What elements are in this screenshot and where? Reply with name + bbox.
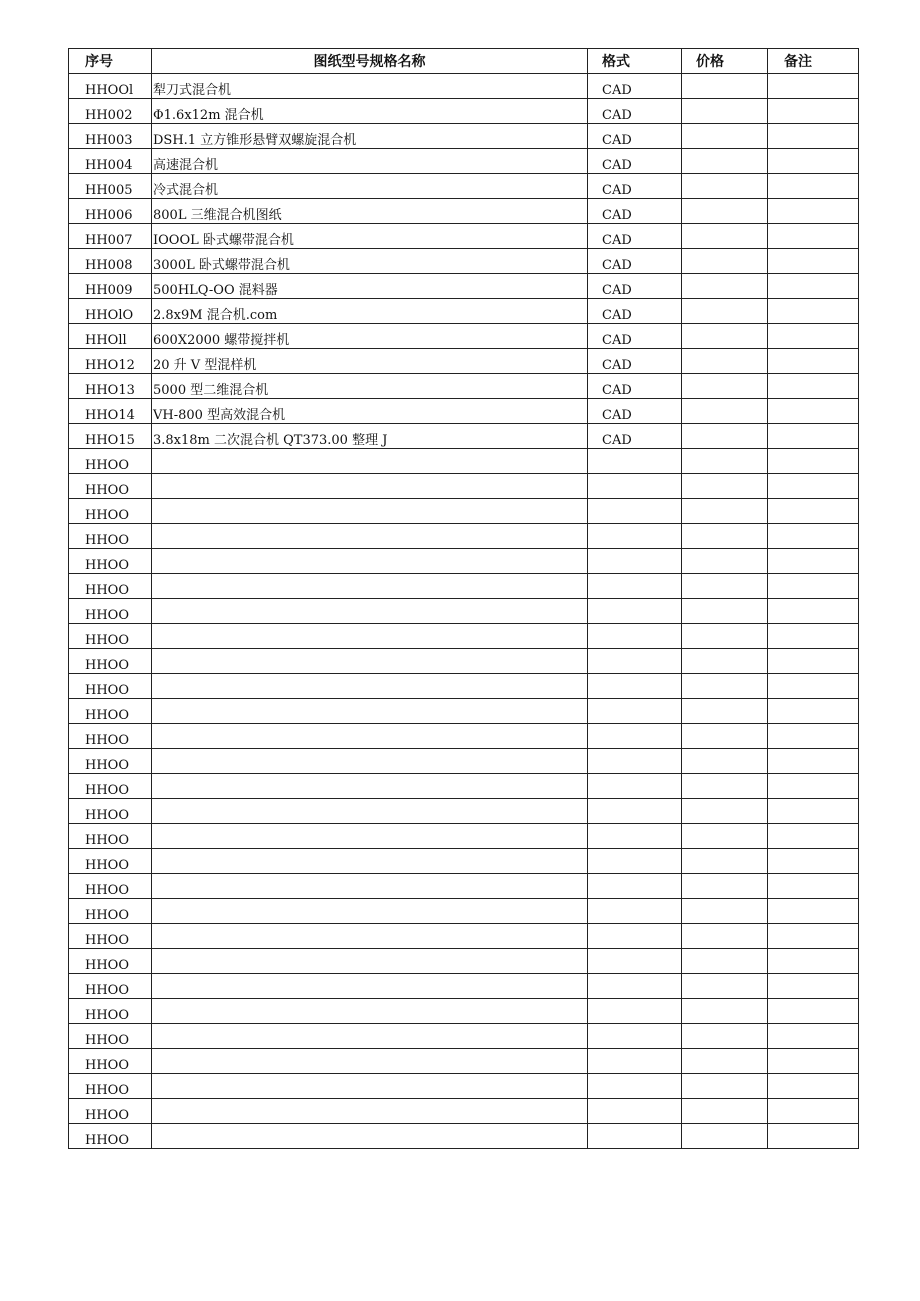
cell-name: 高速混合机 — [152, 149, 588, 174]
table-row — [69, 249, 859, 274]
table-body — [69, 74, 859, 1149]
cell-format: CAD — [588, 174, 682, 199]
cell-id: HHOO — [69, 1049, 152, 1074]
cell-format — [588, 749, 682, 774]
cell-price — [682, 149, 768, 174]
table-row — [69, 474, 859, 499]
cell-id: HHOlO — [69, 299, 152, 324]
cell-format — [588, 1049, 682, 1074]
table-row — [69, 624, 859, 649]
cell-id: HHO15 — [69, 424, 152, 449]
table-row — [69, 99, 859, 124]
cell-price — [682, 549, 768, 574]
cell-price — [682, 849, 768, 874]
cell-format: CAD — [588, 199, 682, 224]
header-id: 序号 — [69, 49, 152, 74]
cell-price — [682, 899, 768, 924]
cell-id: HHO13 — [69, 374, 152, 399]
drawing-catalog-table — [68, 48, 859, 1149]
cell-note — [768, 1074, 859, 1099]
cell-id: HHOO — [69, 1074, 152, 1099]
cell-name: VH-800 型高效混合机 — [152, 399, 588, 424]
cell-id: HH005 — [69, 174, 152, 199]
cell-price — [682, 449, 768, 474]
table-row — [69, 1074, 859, 1099]
cell-name — [152, 649, 588, 674]
cell-format — [588, 474, 682, 499]
table-row — [69, 549, 859, 574]
table-row — [69, 524, 859, 549]
cell-note — [768, 974, 859, 999]
cell-note — [768, 524, 859, 549]
cell-id: HHOO — [69, 674, 152, 699]
cell-name — [152, 899, 588, 924]
cell-name: 5000 型二维混合机 — [152, 374, 588, 399]
cell-name: 800L 三维混合机图纸 — [152, 199, 588, 224]
table-row — [69, 774, 859, 799]
cell-id: HHOO — [69, 899, 152, 924]
cell-id: HHOO — [69, 824, 152, 849]
cell-name — [152, 974, 588, 999]
cell-format — [588, 949, 682, 974]
cell-name — [152, 599, 588, 624]
cell-note — [768, 274, 859, 299]
cell-note — [768, 949, 859, 974]
table-row — [69, 649, 859, 674]
cell-format — [588, 799, 682, 824]
cell-format — [588, 724, 682, 749]
cell-name — [152, 449, 588, 474]
table-row — [69, 1124, 859, 1149]
cell-price — [682, 224, 768, 249]
cell-note — [768, 999, 859, 1024]
cell-note — [768, 399, 859, 424]
cell-note — [768, 799, 859, 824]
cell-note — [768, 299, 859, 324]
cell-name: 2.8x9M 混合机.com — [152, 299, 588, 324]
cell-name — [152, 774, 588, 799]
cell-format — [588, 524, 682, 549]
cell-name — [152, 799, 588, 824]
cell-price — [682, 599, 768, 624]
cell-note — [768, 1049, 859, 1074]
cell-name — [152, 624, 588, 649]
cell-price — [682, 199, 768, 224]
table-row — [69, 999, 859, 1024]
table-row — [69, 124, 859, 149]
cell-note — [768, 424, 859, 449]
table-row — [69, 1099, 859, 1124]
table-row — [69, 1049, 859, 1074]
cell-name — [152, 1049, 588, 1074]
cell-format — [588, 924, 682, 949]
cell-price — [682, 749, 768, 774]
cell-price — [682, 924, 768, 949]
cell-name: 3.8x18m 二次混合机 QT373.00 整理 J — [152, 424, 588, 449]
cell-note — [768, 99, 859, 124]
cell-format — [588, 1124, 682, 1149]
cell-format — [588, 899, 682, 924]
cell-name — [152, 549, 588, 574]
cell-id: HHOO — [69, 1024, 152, 1049]
cell-id: HHOO — [69, 524, 152, 549]
cell-name: 冷式混合机 — [152, 174, 588, 199]
cell-id: HHOO — [69, 449, 152, 474]
cell-id: HHOO — [69, 749, 152, 774]
cell-note — [768, 1024, 859, 1049]
cell-id: HH009 — [69, 274, 152, 299]
cell-note — [768, 699, 859, 724]
cell-id: HHOO — [69, 774, 152, 799]
table-row — [69, 699, 859, 724]
table-row — [69, 674, 859, 699]
cell-note — [768, 174, 859, 199]
cell-id: HHOO — [69, 724, 152, 749]
cell-id: HH007 — [69, 224, 152, 249]
cell-price — [682, 724, 768, 749]
table-row — [69, 849, 859, 874]
table-row — [69, 224, 859, 249]
cell-note — [768, 449, 859, 474]
cell-format — [588, 674, 682, 699]
cell-note — [768, 324, 859, 349]
cell-id: HHOO — [69, 699, 152, 724]
cell-price — [682, 124, 768, 149]
cell-format — [588, 774, 682, 799]
cell-name — [152, 1124, 588, 1149]
cell-format: CAD — [588, 424, 682, 449]
cell-price — [682, 1099, 768, 1124]
table-row — [69, 574, 859, 599]
cell-id: HHO14 — [69, 399, 152, 424]
cell-name: 犁刀式混合机 — [152, 74, 588, 99]
cell-note — [768, 849, 859, 874]
cell-id: HHOll — [69, 324, 152, 349]
cell-name — [152, 749, 588, 774]
cell-price — [682, 474, 768, 499]
cell-note — [768, 724, 859, 749]
cell-id: HHOO — [69, 549, 152, 574]
cell-name — [152, 1024, 588, 1049]
cell-format — [588, 574, 682, 599]
cell-format — [588, 999, 682, 1024]
header-name: 图纸型号规格名称 — [152, 49, 588, 74]
table-row — [69, 799, 859, 824]
cell-price — [682, 424, 768, 449]
header-note: 备注 — [768, 49, 859, 74]
cell-price — [682, 799, 768, 824]
cell-note — [768, 374, 859, 399]
cell-price — [682, 1049, 768, 1074]
table-row — [69, 749, 859, 774]
cell-price — [682, 824, 768, 849]
cell-format: CAD — [588, 124, 682, 149]
table-row — [69, 499, 859, 524]
cell-price — [682, 249, 768, 274]
cell-id: HHOO — [69, 499, 152, 524]
cell-name: DSH.1 立方锥形悬臂双螺旋混合机 — [152, 124, 588, 149]
cell-name: 20 升 V 型混样机 — [152, 349, 588, 374]
cell-format — [588, 849, 682, 874]
cell-note — [768, 474, 859, 499]
cell-id: HHOO — [69, 1124, 152, 1149]
cell-price — [682, 174, 768, 199]
cell-note — [768, 574, 859, 599]
cell-format: CAD — [588, 274, 682, 299]
table-row — [69, 374, 859, 399]
cell-price — [682, 1074, 768, 1099]
cell-id: HHOO — [69, 949, 152, 974]
cell-price — [682, 674, 768, 699]
cell-price — [682, 524, 768, 549]
cell-format — [588, 699, 682, 724]
cell-price — [682, 1124, 768, 1149]
table-row — [69, 324, 859, 349]
cell-name — [152, 574, 588, 599]
cell-format — [588, 549, 682, 574]
cell-format — [588, 499, 682, 524]
cell-id: HHOO — [69, 849, 152, 874]
cell-id: HHOO — [69, 999, 152, 1024]
table-row — [69, 424, 859, 449]
cell-price — [682, 874, 768, 899]
cell-format — [588, 1099, 682, 1124]
cell-note — [768, 1124, 859, 1149]
cell-name — [152, 674, 588, 699]
cell-name: 3000L 卧式螺带混合机 — [152, 249, 588, 274]
cell-name — [152, 724, 588, 749]
cell-note — [768, 1099, 859, 1124]
cell-price — [682, 99, 768, 124]
cell-price — [682, 324, 768, 349]
cell-price — [682, 949, 768, 974]
cell-price — [682, 1024, 768, 1049]
cell-format — [588, 624, 682, 649]
cell-price — [682, 974, 768, 999]
cell-name — [152, 999, 588, 1024]
cell-id: HH003 — [69, 124, 152, 149]
cell-price — [682, 649, 768, 674]
cell-format: CAD — [588, 399, 682, 424]
cell-name: IOOOL 卧式螺带混合机 — [152, 224, 588, 249]
cell-price — [682, 74, 768, 99]
cell-price — [682, 299, 768, 324]
cell-note — [768, 124, 859, 149]
cell-format — [588, 1024, 682, 1049]
cell-id: HHOO — [69, 974, 152, 999]
table-row — [69, 349, 859, 374]
cell-id: HH004 — [69, 149, 152, 174]
cell-note — [768, 599, 859, 624]
cell-note — [768, 899, 859, 924]
cell-format — [588, 1074, 682, 1099]
cell-price — [682, 374, 768, 399]
cell-price — [682, 574, 768, 599]
cell-name — [152, 1099, 588, 1124]
cell-format: CAD — [588, 149, 682, 174]
cell-note — [768, 224, 859, 249]
cell-price — [682, 349, 768, 374]
table-row — [69, 399, 859, 424]
cell-format — [588, 649, 682, 674]
cell-note — [768, 674, 859, 699]
table-row — [69, 299, 859, 324]
cell-id: HHOOl — [69, 74, 152, 99]
table-row — [69, 899, 859, 924]
cell-name: 500HLQ-OO 混料器 — [152, 274, 588, 299]
cell-id: HHOO — [69, 624, 152, 649]
cell-format: CAD — [588, 349, 682, 374]
table-row — [69, 724, 859, 749]
cell-price — [682, 699, 768, 724]
cell-id: HHO12 — [69, 349, 152, 374]
cell-format: CAD — [588, 374, 682, 399]
cell-note — [768, 549, 859, 574]
cell-format: CAD — [588, 324, 682, 349]
table-row — [69, 274, 859, 299]
cell-format: CAD — [588, 224, 682, 249]
cell-format: CAD — [588, 99, 682, 124]
cell-name — [152, 699, 588, 724]
cell-name: 600X2000 螺带搅拌机 — [152, 324, 588, 349]
table-row — [69, 974, 859, 999]
cell-id: HH002 — [69, 99, 152, 124]
cell-note — [768, 624, 859, 649]
cell-id: HHOO — [69, 599, 152, 624]
cell-format — [588, 974, 682, 999]
cell-id: HHOO — [69, 1099, 152, 1124]
cell-note — [768, 149, 859, 174]
cell-id: HHOO — [69, 799, 152, 824]
cell-id: HHOO — [69, 474, 152, 499]
cell-name — [152, 849, 588, 874]
cell-note — [768, 74, 859, 99]
cell-format — [588, 599, 682, 624]
cell-name — [152, 499, 588, 524]
header-price: 价格 — [682, 49, 768, 74]
table-row — [69, 599, 859, 624]
table-row — [69, 149, 859, 174]
table-row — [69, 199, 859, 224]
cell-format: CAD — [588, 249, 682, 274]
cell-note — [768, 774, 859, 799]
cell-format: CAD — [588, 74, 682, 99]
cell-price — [682, 499, 768, 524]
cell-name — [152, 824, 588, 849]
cell-price — [682, 999, 768, 1024]
cell-note — [768, 924, 859, 949]
cell-name — [152, 949, 588, 974]
cell-id: HH006 — [69, 199, 152, 224]
table-row — [69, 74, 859, 99]
table-row — [69, 949, 859, 974]
cell-price — [682, 774, 768, 799]
cell-id: HHOO — [69, 874, 152, 899]
cell-format: CAD — [588, 299, 682, 324]
table-header — [69, 49, 859, 74]
cell-price — [682, 624, 768, 649]
cell-name — [152, 524, 588, 549]
cell-note — [768, 349, 859, 374]
cell-id: HHOO — [69, 924, 152, 949]
cell-name — [152, 924, 588, 949]
cell-note — [768, 874, 859, 899]
cell-name: Φ1.6x12m 混合机 — [152, 99, 588, 124]
cell-format — [588, 824, 682, 849]
cell-note — [768, 199, 859, 224]
cell-note — [768, 749, 859, 774]
cell-note — [768, 824, 859, 849]
cell-id: HHOO — [69, 574, 152, 599]
cell-id: HH008 — [69, 249, 152, 274]
cell-name — [152, 874, 588, 899]
header-row — [69, 49, 859, 74]
cell-price — [682, 274, 768, 299]
table-row — [69, 824, 859, 849]
cell-name — [152, 1074, 588, 1099]
cell-price — [682, 399, 768, 424]
cell-format — [588, 449, 682, 474]
cell-name — [152, 474, 588, 499]
table-row — [69, 924, 859, 949]
header-format: 格式 — [588, 49, 682, 74]
table-row — [69, 1024, 859, 1049]
cell-format — [588, 874, 682, 899]
cell-note — [768, 649, 859, 674]
cell-note — [768, 499, 859, 524]
table-row — [69, 174, 859, 199]
cell-id: HHOO — [69, 649, 152, 674]
cell-note — [768, 249, 859, 274]
table-row — [69, 874, 859, 899]
table-row — [69, 449, 859, 474]
